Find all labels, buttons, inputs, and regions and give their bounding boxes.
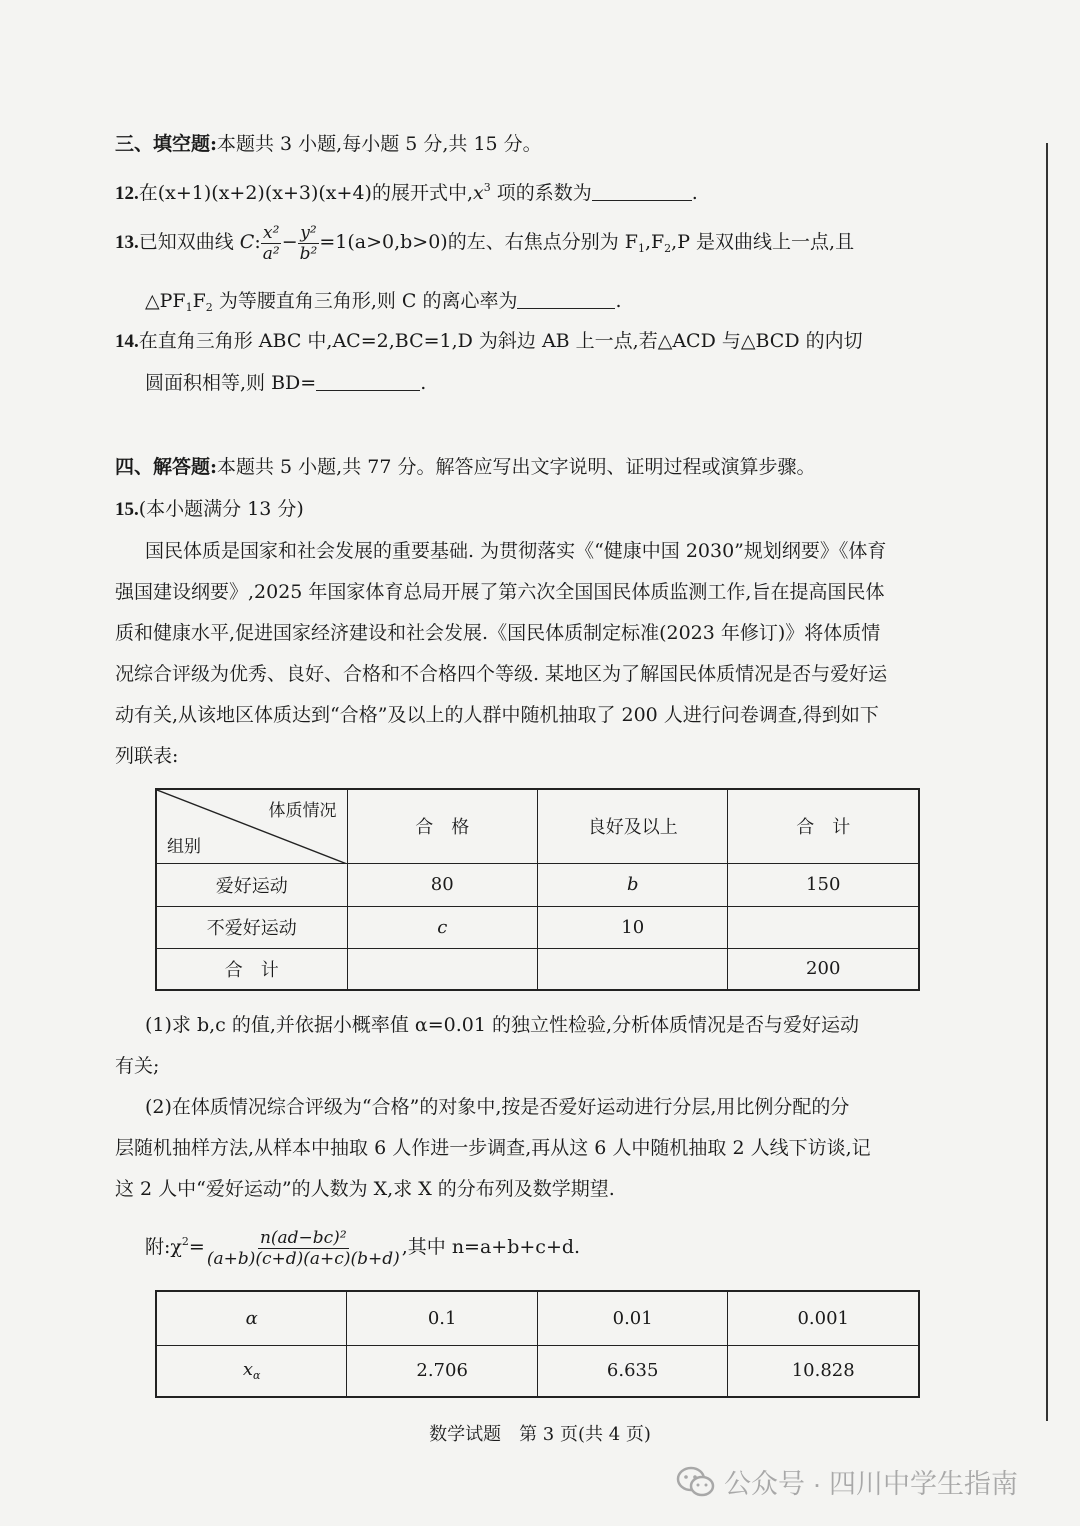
- part2-line: 这 2 人中“爱好运动”的人数为 X,求 X 的分布列及数学期望.: [115, 1178, 615, 1200]
- q12-end: .: [691, 182, 698, 204]
- section3-header: [115, 131, 542, 157]
- subscript: 2: [664, 242, 672, 255]
- table-row: [156, 863, 919, 906]
- row-label: 合 计: [156, 948, 347, 990]
- fraction-denominator: a²: [262, 243, 280, 264]
- wechat-icon: [676, 1466, 716, 1498]
- critical-value-table: [155, 1290, 920, 1398]
- page-footer: 数学试题 第 3 页(共 4 页): [429, 1424, 651, 1445]
- q14-line1: 在直角三角形 ABC 中,AC=2,BC=1,D 为斜边 AB 上一点,若△ACD 与△BCD 的内切: [138, 330, 863, 352]
- formula-prefix: 附:χ: [145, 1236, 182, 1258]
- q13-text: ,F: [644, 231, 665, 253]
- table-row: [156, 1291, 919, 1345]
- table-cell: [728, 906, 919, 948]
- part2-line: (2)在体质情况综合评级为“合格”的对象中,按是否爱好运动进行分层,用比例分配的分: [145, 1096, 850, 1118]
- table-row: [156, 906, 919, 948]
- section3-heading: 三、填空题:: [115, 133, 218, 155]
- diag-top-label: 体质情况: [268, 801, 337, 821]
- table-cell: 6.635: [537, 1345, 728, 1397]
- q15-score: (本小题满分 13 分): [138, 498, 304, 520]
- q15-para-line: 列联表:: [115, 745, 179, 767]
- fraction-numerator: y²: [300, 222, 317, 243]
- row-label: 爱好运动: [156, 863, 347, 906]
- table-cell: 0.1: [347, 1291, 538, 1345]
- section4-heading: 四、解答题:: [115, 456, 218, 478]
- q15-para-line: 况综合评级为优秀、良好、合格和不合格四个等级. 某地区为了解国民体质情况是否与爱好运: [115, 663, 888, 685]
- question-12: [115, 175, 698, 207]
- q12-text-b: 项的系数为: [490, 182, 592, 204]
- table-row: [156, 1345, 919, 1397]
- fraction-x: [261, 223, 282, 264]
- contingency-table: [155, 788, 920, 991]
- q15-para-line: 质和健康水平,促进国家经济建设和社会发展.《国民体质制定标准(2023 年修订)》将体质情: [115, 622, 881, 644]
- q13-text: 为等腰直角三角形,则 C 的离心率为: [212, 290, 518, 312]
- question-14-line2: [145, 370, 426, 396]
- table-cell: 10: [538, 906, 728, 948]
- q12-text-a: 在(x+1)(x+2)(x+3)(x+4)的展开式中,: [138, 182, 473, 204]
- q15-para-line: 动有关,从该地区体质达到“合格”及以上的人群中随机抽取了 200 人进行问卷调查,得到如下: [115, 704, 879, 726]
- watermark: [676, 1462, 1018, 1501]
- row-label: [156, 1345, 347, 1397]
- fraction-y: [298, 223, 320, 264]
- fraction-numerator: n(ad−bc)²: [259, 1227, 347, 1248]
- section3-desc: 本题共 3 小题,每小题 5 分,共 15 分。: [217, 133, 542, 155]
- subscript: 1: [185, 301, 193, 314]
- q13-end: .: [615, 290, 622, 312]
- q15-para-line: 国民体质是国家和社会发展的重要基础. 为贯彻落实《“健康中国 2030”规划纲要》《体育: [145, 540, 887, 562]
- subscript: 2: [205, 301, 213, 314]
- table-header: 合 计: [728, 789, 919, 863]
- part2-line: 层随机抽样方法,从样本中抽取 6 人作进一步调查,再从这 6 人中随机抽取 2 人线下访谈,记: [115, 1137, 871, 1159]
- table-cell: [538, 948, 728, 990]
- q12-var: x: [473, 182, 484, 204]
- table-header: 良好及以上: [538, 789, 728, 863]
- question-number: 15.: [115, 499, 139, 520]
- q13-text: △PF: [145, 290, 186, 312]
- question-number: 13.: [115, 232, 139, 253]
- question-14: [115, 328, 863, 355]
- table-header: 合 格: [347, 789, 538, 863]
- watermark-text: 公众号 · 四川中学生指南: [724, 1469, 1018, 1499]
- q13-minus: −: [281, 231, 298, 253]
- table-cell: 2.706: [347, 1345, 538, 1397]
- formula-eq: =: [188, 1236, 205, 1258]
- q13-c: C: [239, 231, 255, 253]
- table-cell: 0.01: [537, 1291, 728, 1345]
- section4-desc: 本题共 5 小题,共 77 分。解答应写出文字说明、证明过程或演算步骤。: [217, 456, 816, 478]
- part1-line: (1)求 b,c 的值,并依据小概率值 α=0.01 的独立性检验,分析体质情况是否与爱好运动: [145, 1014, 860, 1036]
- q14-line2: 圆面积相等,则 BD=: [145, 372, 317, 394]
- table-cell: b: [538, 863, 728, 906]
- table-cell: 80: [347, 863, 538, 906]
- formula-fraction: [205, 1228, 402, 1269]
- table-cell: 200: [728, 948, 919, 990]
- q13-text: 已知双曲线: [138, 231, 240, 253]
- part1-line: 有关;: [115, 1055, 160, 1077]
- fraction-denominator: (a+b)(c+d)(a+c)(b+d): [206, 1248, 400, 1269]
- table-cell: 10.828: [728, 1345, 919, 1397]
- q14-end: .: [420, 372, 427, 394]
- answer-blank[interactable]: [517, 288, 615, 309]
- question-number: 14.: [115, 331, 139, 352]
- table-cell: [347, 948, 538, 990]
- table-cell: 150: [728, 863, 919, 906]
- table-cell: c: [347, 906, 538, 948]
- q13-text: =1(a>0,b>0)的左、右焦点分别为 F: [319, 231, 638, 253]
- diagonal-header-cell: [156, 789, 347, 863]
- subscript: 1: [637, 242, 645, 255]
- formula-exp: 2: [181, 1235, 189, 1248]
- q15-para-line: 强国建设纲要》,2025 年国家体育总局开展了第六次全国国民体质监测工作,旨在提高国民体: [115, 581, 885, 603]
- answer-blank[interactable]: [592, 180, 692, 201]
- table-cell: 0.001: [728, 1291, 919, 1345]
- q13-text: ,P 是双曲线上一点,且: [671, 231, 855, 253]
- row-label: α: [156, 1291, 347, 1345]
- answer-blank[interactable]: [316, 370, 420, 391]
- margin-rule: [1046, 143, 1048, 1421]
- q12-exp: 3: [483, 181, 491, 194]
- section4-header: [115, 454, 815, 480]
- chi-square-formula: [145, 1218, 580, 1271]
- fraction-numerator: x²: [263, 222, 280, 243]
- question-13: [115, 220, 854, 271]
- subscript: α: [253, 1369, 261, 1383]
- q13-text: F: [192, 290, 206, 312]
- question-number: 12.: [115, 183, 139, 204]
- question-15: [115, 496, 304, 523]
- q13-colon: :: [254, 231, 261, 253]
- row-label-x: x: [242, 1359, 254, 1381]
- question-13-line2: [145, 288, 622, 321]
- diag-bottom-label: 组别: [167, 836, 201, 857]
- fraction-denominator: b²: [299, 243, 318, 264]
- row-label: 不爱好运动: [156, 906, 347, 948]
- formula-suffix: ,其中 n=a+b+c+d.: [401, 1236, 581, 1258]
- table-row: [156, 948, 919, 990]
